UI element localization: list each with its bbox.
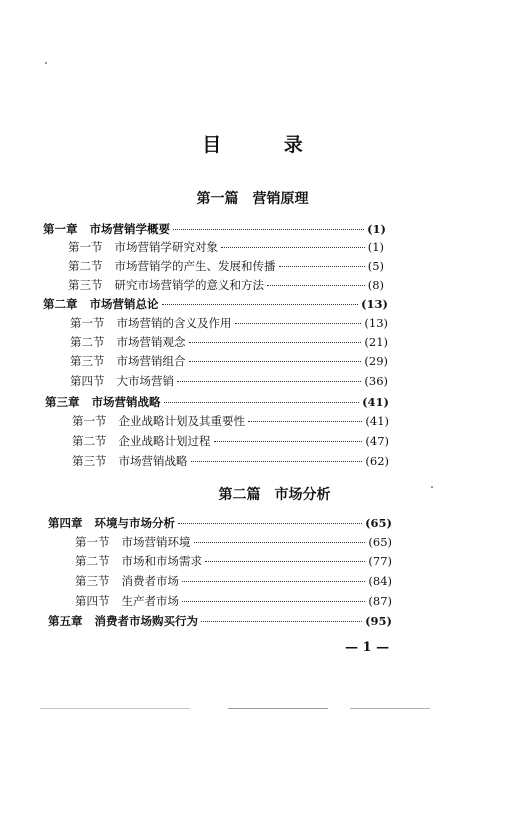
leader-dots xyxy=(189,361,362,362)
leader-dots xyxy=(191,461,363,462)
toc-section xyxy=(72,434,389,448)
leader-dots xyxy=(189,342,362,343)
scan-speck xyxy=(45,62,47,64)
toc-section xyxy=(70,316,388,330)
leader-dots xyxy=(267,285,365,286)
part-number: 第一篇 xyxy=(196,191,239,207)
leader-dots xyxy=(279,266,365,267)
page-ref: (87) xyxy=(368,594,392,608)
section-number: 第二节 xyxy=(68,259,103,273)
section-title: 市场和市场需求 xyxy=(121,554,202,568)
section-number: 第三节 xyxy=(72,454,107,468)
page-ref: (1) xyxy=(367,240,384,254)
section-number: 第一节 xyxy=(72,414,107,428)
section-title: 市场营销环境 xyxy=(121,535,191,549)
section-number: 第三节 xyxy=(75,574,110,588)
page-ref: (95) xyxy=(365,614,392,628)
page-ref: (47) xyxy=(365,434,389,448)
page-ref: (65) xyxy=(365,516,392,530)
section-number: 第三节 xyxy=(68,278,103,292)
part-heading-1 xyxy=(0,188,505,208)
leader-dots xyxy=(177,381,361,382)
chapter-title: 消费者市场购买行为 xyxy=(94,614,198,628)
toc-chapter xyxy=(43,297,388,311)
section-number: 第一节 xyxy=(75,535,110,549)
chapter-number: 第五章 xyxy=(48,614,83,628)
toc-chapter xyxy=(45,395,389,409)
page-ref: (8) xyxy=(367,278,384,292)
page-ref: (13) xyxy=(361,297,388,311)
scan-line xyxy=(40,708,190,709)
leader-dots xyxy=(194,542,366,543)
page-ref: (65) xyxy=(368,535,392,549)
page-number: — 1 — xyxy=(345,640,390,655)
section-number: 第三节 xyxy=(70,354,105,368)
chapter-number: 第四章 xyxy=(48,516,83,530)
toc-chapter xyxy=(43,222,386,236)
page-ref: (41) xyxy=(365,414,389,428)
page-ref: (5) xyxy=(367,259,384,273)
leader-dots xyxy=(235,323,362,324)
toc-chapter xyxy=(48,614,392,628)
part-name: 营销原理 xyxy=(252,191,309,207)
page-ref: (36) xyxy=(364,374,388,388)
toc-section xyxy=(68,259,384,273)
toc-section xyxy=(72,454,389,468)
page-ref: (62) xyxy=(365,454,389,468)
toc-section xyxy=(68,278,384,292)
toc-section xyxy=(75,535,392,549)
page-ref: (21) xyxy=(364,335,388,349)
page-title: 目 录 xyxy=(202,134,331,156)
section-title: 消费者市场 xyxy=(121,574,179,588)
toc-section xyxy=(70,354,388,368)
part-number: 第二篇 xyxy=(218,487,261,503)
section-number: 第一节 xyxy=(68,240,103,254)
leader-dots xyxy=(164,402,360,403)
page-ref: (29) xyxy=(364,354,388,368)
page-ref: (77) xyxy=(368,554,392,568)
page-ref: (1) xyxy=(367,222,386,236)
section-title: 市场营销观念 xyxy=(116,335,186,349)
page-ref: (13) xyxy=(364,316,388,330)
leader-dots xyxy=(162,304,359,305)
section-number: 第一节 xyxy=(70,316,105,330)
leader-dots xyxy=(182,601,365,602)
chapter-title: 市场营销总论 xyxy=(89,297,159,311)
section-title: 研究市场营销学的意义和方法 xyxy=(114,278,264,292)
section-title: 市场营销学的产生、发展和传播 xyxy=(114,259,276,273)
section-title: 企业战略计划过程 xyxy=(118,434,211,448)
part-name: 市场分析 xyxy=(274,487,331,503)
chapter-number: 第一章 xyxy=(43,222,78,236)
section-number: 第二节 xyxy=(72,434,107,448)
toc-section xyxy=(75,574,392,588)
chapter-title: 环境与市场分析 xyxy=(94,516,175,530)
section-title: 市场营销学研究对象 xyxy=(114,240,218,254)
section-title: 生产者市场 xyxy=(121,594,179,608)
toc-section xyxy=(75,554,392,568)
leader-dots xyxy=(173,229,364,230)
section-number: 第二节 xyxy=(70,335,105,349)
leader-dots xyxy=(214,441,363,442)
chapter-number: 第三章 xyxy=(45,395,80,409)
scan-line xyxy=(350,708,430,709)
toc-section xyxy=(68,240,384,254)
scan-speck xyxy=(431,486,433,488)
section-title: 市场营销的含义及作用 xyxy=(116,316,232,330)
toc-section xyxy=(70,374,388,388)
section-number: 第二节 xyxy=(75,554,110,568)
toc-section xyxy=(75,594,392,608)
leader-dots xyxy=(178,523,362,524)
toc-section xyxy=(70,335,388,349)
leader-dots xyxy=(221,247,365,248)
section-title: 大市场营销 xyxy=(116,374,174,388)
leader-dots xyxy=(182,581,365,582)
toc-chapter xyxy=(48,516,392,530)
section-number: 第四节 xyxy=(75,594,110,608)
leader-dots xyxy=(205,561,365,562)
scan-line xyxy=(228,708,328,709)
chapter-number: 第二章 xyxy=(43,297,78,311)
section-title: 市场营销组合 xyxy=(116,354,186,368)
section-title: 企业战略计划及其重要性 xyxy=(118,414,245,428)
page-ref: (41) xyxy=(362,395,389,409)
page-ref: (84) xyxy=(368,574,392,588)
chapter-title: 市场营销战略 xyxy=(91,395,161,409)
section-number: 第四节 xyxy=(70,374,105,388)
leader-dots xyxy=(201,621,362,622)
leader-dots xyxy=(248,421,362,422)
toc-section xyxy=(72,414,389,428)
section-title: 市场营销战略 xyxy=(118,454,188,468)
chapter-title: 市场营销学概要 xyxy=(89,222,170,236)
